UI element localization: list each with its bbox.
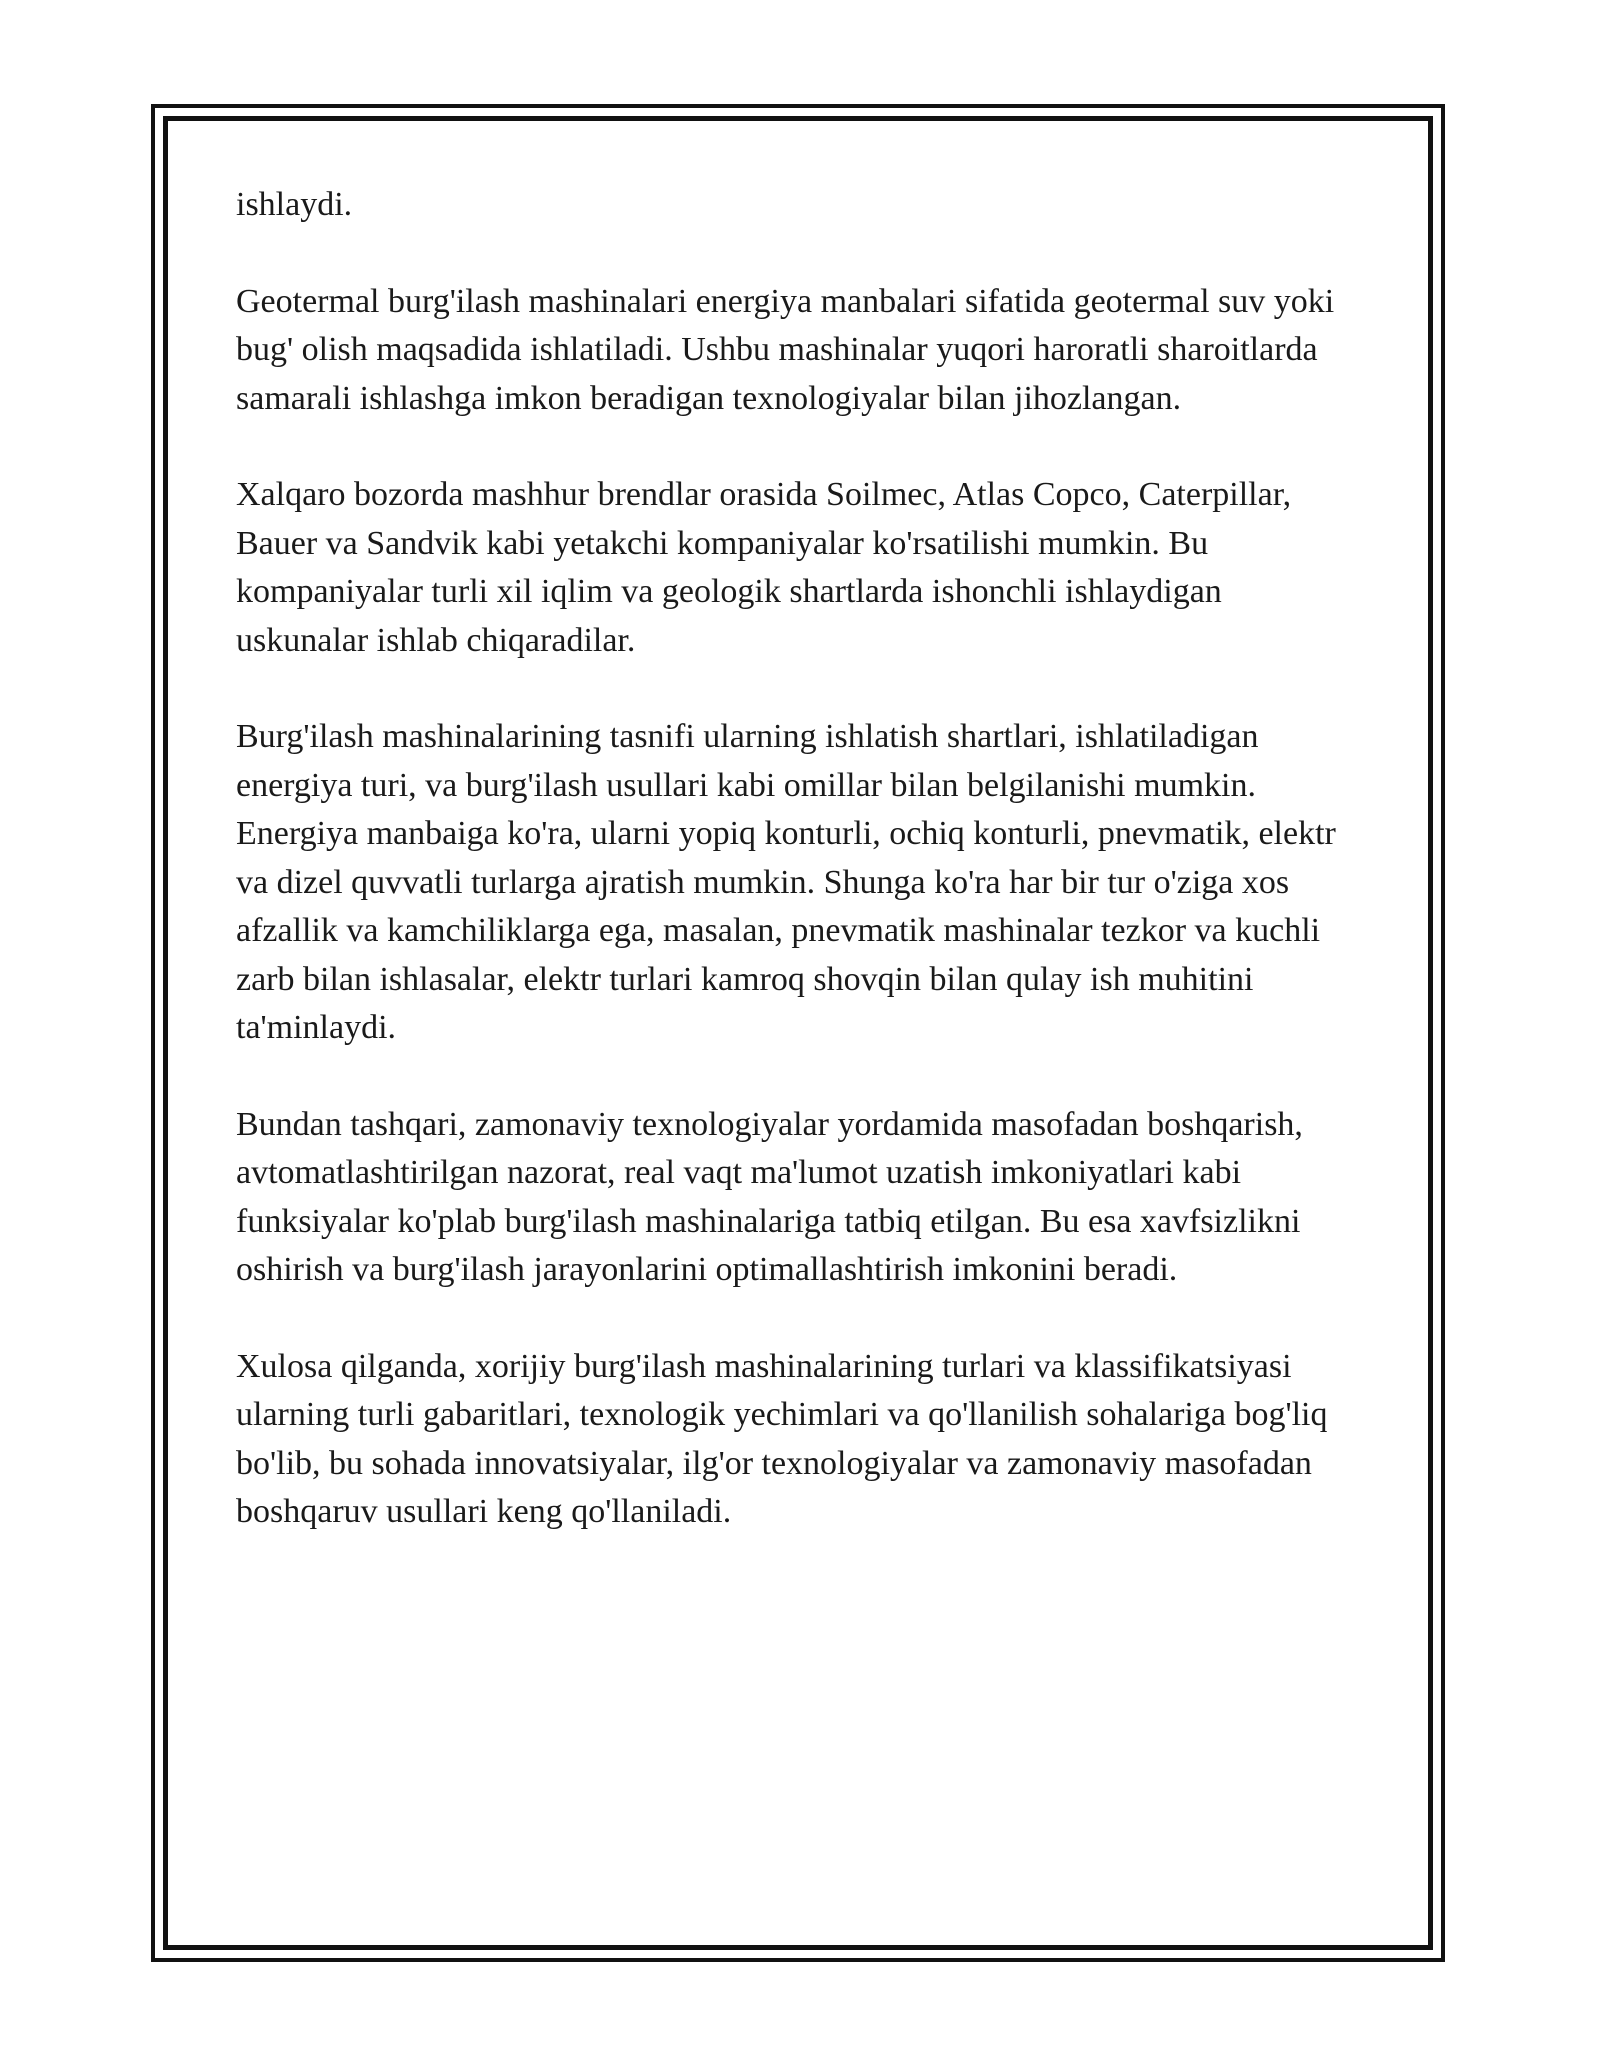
document-body xyxy=(236,181,1356,1537)
paragraph-conclusion: Xulosa qilganda, xorijiy burg'ilash mashinalarining turlari va klassifikatsiyasi ularning turli gabaritlari, texnologik yechimlari va qo'llanilish sohalariga bog'liq bo'lib, bu sohada innovatsiyalar, ilg'or texnologiyalar va zamonaviy masofadan boshqaruv usullari keng qo'llaniladi. xyxy=(236,1347,1328,1530)
paragraph-international-brands: Xalqaro bozorda mashhur brendlar orasida Soilmec, Atlas Copco, Caterpillar, Bauer va Sandvik kabi yetakchi kompaniyalar ko'rsatilishi mumkin. Bu kompaniyalar turli xil iqlim va geologik shartlarda ishonchli ishlaydigan uskunalar ishlab chiqaradilar. xyxy=(236,476,1292,659)
paragraph-classification: Burg'ilash mashinalarining tasnifi ularning ishlatish shartlari, ishlatiladigan energiya turi, va burg'ilash usullari kabi omillar bilan belgilanishi mumkin. Energiya manbaiga ko'ra, ularni yopiq konturli, ochiq konturli, pnevmatik, elektr va dizel quvvatli turlarga ajratish mumkin. Shunga ko'ra har bir tur o'ziga xos afzallik va kamchiliklarga ega, masalan, pnevmatik mashinalar tezkor va kuchli zarb bilan ishlasalar, elektr turlari kamroq shovqin bilan qulay ish muhitini ta'minlaydi. xyxy=(236,718,1336,1046)
paragraph-continuation: ishlaydi. xyxy=(236,186,353,223)
paragraph-geothermal-drilling: Geotermal burg'ilash mashinalari energiya manbalari sifatida geotermal suv yoki bug' olish maqsadida ishlatiladi. Ushbu mashinalar yuqori haroratli sharoitlarda samarali ishlashga imkon beradigan texnologiyalar bilan jihozlangan. xyxy=(236,282,1335,417)
paragraph-modern-technologies: Bundan tashqari, zamonaviy texnologiyalar yordamida masofadan boshqarish, avtomatlashtirilgan nazorat, real vaqt ma'lumot uzatish imkoniyatlari kabi funksiyalar ko'plab burg'ilash mashinalariga tatbiq etilgan. Bu esa xavfsizlikni oshirish va burg'ilash jarayonlarini optimallashtirish imkonini beradi. xyxy=(236,1105,1303,1288)
